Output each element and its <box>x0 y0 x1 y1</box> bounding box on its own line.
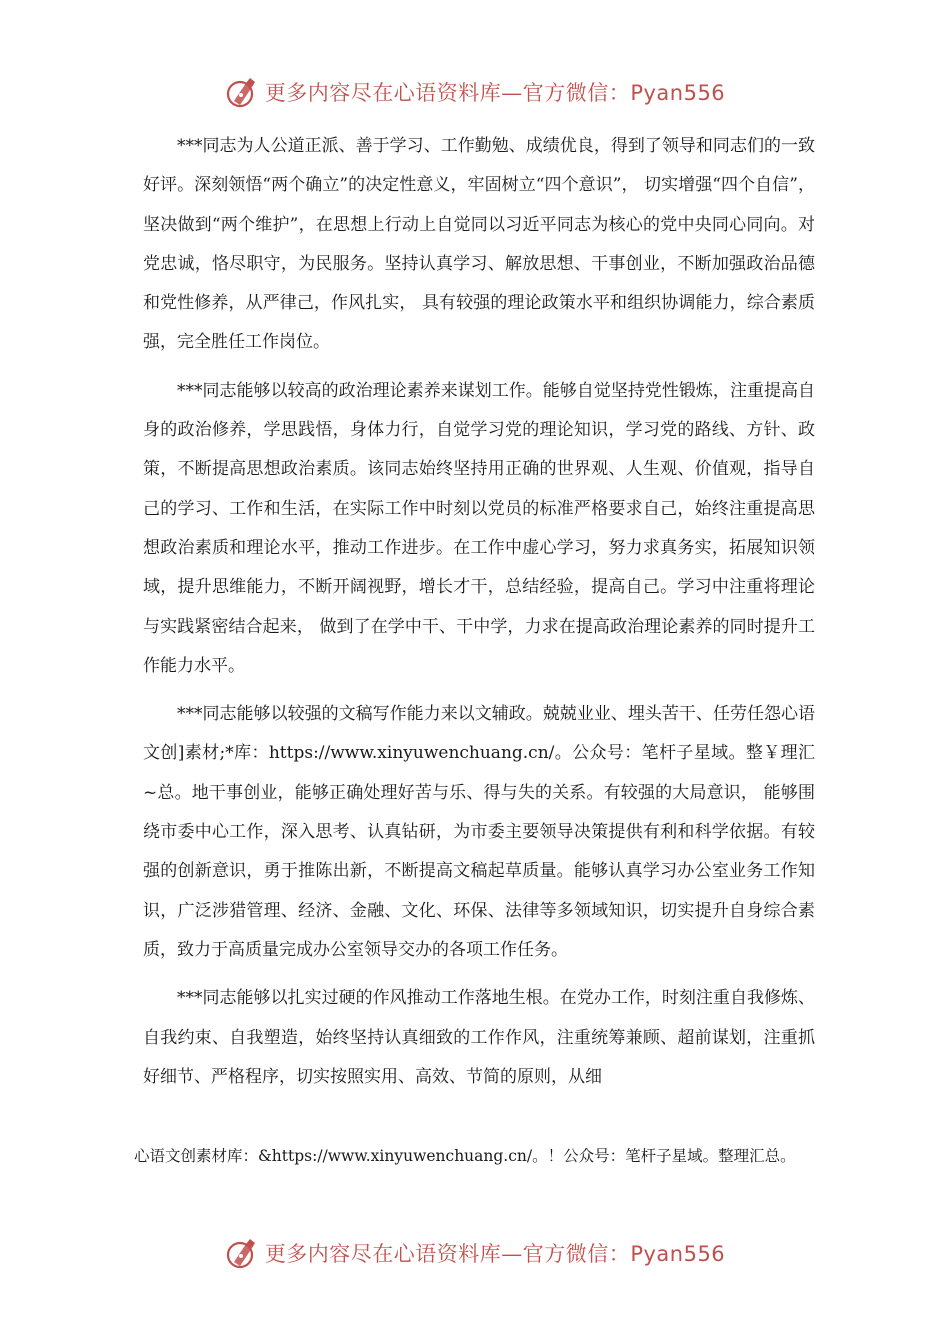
banner-text <box>265 77 725 107</box>
banner-text <box>265 1238 725 1268</box>
paragraph-3: ***同志能够以较强的文稿写作能力来以文辅政。兢兢业业、埋头苦干、任劳任怨心语文创]素材;*库：https://www.xinyuwenchuang.cn/。公众号：笔杆子星域。整￥理汇~总。地干事创业，能够正确处理好苦与乐、得与失的关系。有较强的大局意识， 能够围绕市委中心工作，深入思考、认真钻研，为市委主要领导决策提供有利和科学依据。有较强的创新意识，勇于推陈出新，不断提高文稿起草质量。能够认真学习办公室业务工作知识，广泛涉猎管理、经济、金融、文化、环保、法律等多领域知识，切实提升自身综合素质，致力于高质量完成办公室领导交办的各项工作任务。 <box>143 704 815 960</box>
banner-wechat-handle: Pyan556 <box>630 1242 726 1266</box>
paragraph-2: ***同志能够以较高的政治理论素养来谋划工作。能够自觉坚持党性锻炼，注重提高自身的政治修养，学思践悟，身体力行，自觉学习党的理论知识，学习党的路线、方针、政策，不断提高思想政治素质。该同志始终坚持用正确的世界观、人生观、价值观，指导自己的学习、工作和生活，在实际工作中时刻以党员的标准严格要求自己，始终注重提高思想政治素质和理论水平，推动工作进步。在工作中虚心学习，努力求真务实，拓展知识领域，提升思维能力，不断开阔视野，增长才干，总结经验，提高自己。学习中注重将理论与实践紧密结合起来， 做到了在学中干、干中学，力求在提高政治理论素养的同时提升工作能力水平。 <box>143 380 815 676</box>
banner-slogan: 更多内容尽在心语资料库—官方微信： <box>264 1242 631 1266</box>
banner-wechat-handle: Pyan556 <box>630 81 726 105</box>
source-note: 心语文创素材库：&https://www.xinyuwenchuang.cn/。！公众号：笔杆子星域。整理汇总。 <box>134 1147 796 1165</box>
footer-banner-content <box>225 1236 725 1270</box>
paragraph-4: ***同志能够以扎实过硬的作风推动工作落地生根。在党办工作，时刻注重自我修炼、自我约束、自我塑造，始终坚持认真细致的工作作风，注重统筹兼顾、超前谋划，注重抓好细节、严格程序，切实按照实用、高效、节简的原则，从细 <box>143 988 815 1087</box>
pen-nib-logo-icon <box>225 75 259 109</box>
banner-slogan: 更多内容尽在心语资料库—官方微信： <box>264 81 631 105</box>
pen-nib-logo-icon <box>225 1236 259 1270</box>
header-banner <box>0 72 950 112</box>
paragraph-1: ***同志为人公道正派、善于学习、工作勤勉、成绩优良，得到了领导和同志们的一致好评。深刻领悟“两个确立”的决定性意义，牢固树立“四个意识”， 切实增强“四个自信”，坚决做到“两个维护”，在思想上行动上自觉同以习近平同志为核心的党中央同心同向。对党忠诚，恪尽职守，为民服务。坚持认真学习、解放思想、干事创业，不断加强政治品德和党性修养，从严律己，作风扎实， 具有较强的理论政策水平和组织协调能力，综合素质强，完全胜任工作岗位。 <box>143 136 815 353</box>
document-body <box>143 127 815 1106</box>
header-banner-content <box>225 75 725 109</box>
footer-banner <box>0 1233 950 1273</box>
